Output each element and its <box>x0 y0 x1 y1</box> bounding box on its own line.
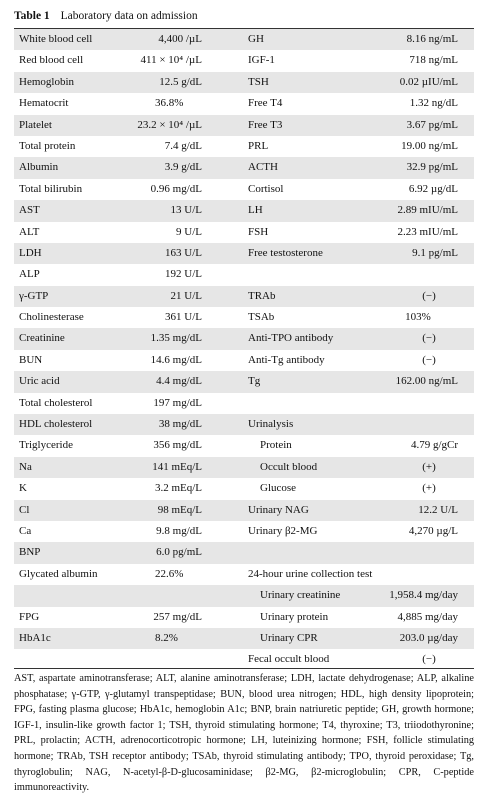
table-row <box>14 115 474 136</box>
right-test-name: Anti-TPO antibody <box>248 332 334 345</box>
right-test-name: Protein <box>260 439 292 452</box>
left-test-name: Total protein <box>19 139 76 152</box>
left-test-name: Cl <box>19 503 30 516</box>
left-test-value: 0.96 mg/dL <box>150 182 202 195</box>
left-test-value: 4.4 mg/dL <box>156 375 202 388</box>
right-test-name: Free testosterone <box>248 246 323 259</box>
table-caption-label: Table 1 <box>14 10 50 22</box>
table-row <box>14 350 474 371</box>
left-test-value: 13 U/L <box>170 204 202 217</box>
table-row <box>14 200 474 221</box>
right-test-value: (−) <box>422 353 436 366</box>
table-row <box>14 607 474 628</box>
right-test-value: 1.32 ng/dL <box>409 97 458 110</box>
left-test-value: 356 mg/dL <box>153 439 202 452</box>
right-test-name: Glucose <box>260 482 297 495</box>
right-test-name: Fecal occult blood <box>248 653 330 666</box>
left-test-value: 361 U/L <box>165 311 202 324</box>
right-test-value: 718 ng/mL <box>409 54 458 67</box>
left-test-value: 98 mEq/L <box>157 503 202 516</box>
right-test-value: 8.16 ng/mL <box>406 33 458 45</box>
left-test-name: Glycated albumin <box>19 567 98 580</box>
table-row <box>14 564 474 585</box>
table-row <box>14 157 474 178</box>
right-test-name: 24-hour urine collection test <box>248 567 373 580</box>
left-test-name: BNP <box>19 546 41 559</box>
table-row <box>14 521 474 542</box>
left-test-value: 192 U/L <box>165 268 202 281</box>
right-test-name: TSAb <box>248 311 275 324</box>
left-test-value: 14.6 mg/dL <box>150 353 202 366</box>
left-test-name: ALT <box>19 225 40 238</box>
right-test-value: 19.00 ng/mL <box>401 139 458 152</box>
right-test-name: GH <box>248 33 264 45</box>
right-test-name: FSH <box>248 225 269 238</box>
left-test-value: 197 mg/dL <box>153 396 202 409</box>
right-test-value: 2.23 mIU/mL <box>397 225 458 238</box>
right-test-value: (−) <box>422 653 436 666</box>
right-test-name: Anti-Tg antibody <box>248 353 325 366</box>
right-test-name: Urinary protein <box>260 610 329 623</box>
table-row <box>14 222 474 243</box>
table-row <box>14 307 474 328</box>
left-test-value: 22.6% <box>155 567 184 580</box>
table-row <box>14 93 474 114</box>
right-test-name: Free T3 <box>248 118 283 131</box>
table-row <box>14 371 474 392</box>
table-row <box>14 542 474 563</box>
table-caption <box>14 10 198 22</box>
table-row <box>14 72 474 93</box>
table-row <box>14 414 474 435</box>
right-test-value: 12.2 U/L <box>418 503 458 516</box>
left-test-name: γ-GTP <box>19 289 49 302</box>
right-test-value: 162.00 ng/mL <box>395 375 458 388</box>
right-test-value: 4,270 µg/L <box>408 524 458 537</box>
left-test-value: 12.5 g/dL <box>159 75 202 88</box>
right-test-value: 6.92 µg/dL <box>408 182 458 195</box>
right-test-value: 4.79 g/gCr <box>410 439 458 452</box>
left-test-value: 141 mEq/L <box>152 460 202 473</box>
table-row <box>14 435 474 456</box>
left-test-name: White blood cell <box>19 33 93 45</box>
right-test-value: 1,958.4 mg/day <box>389 589 458 602</box>
left-test-name: Albumin <box>19 161 59 174</box>
table-row <box>14 500 474 521</box>
laboratory-data-table <box>14 28 474 671</box>
left-test-value: 3.9 g/dL <box>164 161 202 174</box>
table-row <box>14 29 474 50</box>
right-test-name: Urinary CPR <box>260 631 318 644</box>
left-test-name: Cholinesterase <box>19 311 84 324</box>
left-test-name: Platelet <box>19 118 52 131</box>
right-test-name: Urinary NAG <box>248 503 309 516</box>
left-test-name: Total bilirubin <box>19 182 83 195</box>
left-test-name: Na <box>19 460 32 473</box>
right-test-name: PRL <box>248 139 269 152</box>
right-test-name: Urinary β2-MG <box>248 524 318 537</box>
left-test-value: 4,400 /µL <box>158 33 202 45</box>
left-test-name: FPG <box>19 610 40 623</box>
right-test-value: (−) <box>422 332 436 345</box>
left-test-value: 23.2 × 10⁴ /µL <box>137 118 202 131</box>
left-test-name: Hematocrit <box>19 97 69 110</box>
left-test-value: 21 U/L <box>170 289 202 302</box>
table-caption-text: Laboratory data on admission <box>60 10 198 22</box>
right-test-name: Urinalysis <box>248 418 294 431</box>
right-test-value: 203.0 µg/day <box>399 631 458 644</box>
table-row <box>14 264 474 285</box>
table-bottom-rule <box>14 668 474 669</box>
table-row <box>14 136 474 157</box>
right-test-value: 2.89 mIU/mL <box>397 204 458 217</box>
table-row <box>14 478 474 499</box>
table-row <box>14 328 474 349</box>
left-test-name: Total cholesterol <box>19 396 93 409</box>
left-test-name: Red blood cell <box>19 54 84 67</box>
left-test-value: 8.2% <box>155 631 178 644</box>
left-test-value: 6.0 pg/mL <box>156 546 202 559</box>
left-test-name: BUN <box>19 353 43 366</box>
left-test-value: 38 mg/dL <box>158 418 202 431</box>
right-test-name: Urinary creatinine <box>260 589 341 602</box>
left-test-name: Ca <box>19 524 32 537</box>
right-test-value: 103% <box>405 311 431 324</box>
left-test-name: AST <box>19 204 40 217</box>
right-test-value: (−) <box>422 289 436 302</box>
left-test-name: K <box>19 482 27 495</box>
left-test-name: Triglyceride <box>19 439 73 452</box>
left-test-value: 1.35 mg/dL <box>150 332 202 345</box>
right-test-name: ACTH <box>248 161 278 174</box>
table-row <box>14 628 474 649</box>
left-test-name: Uric acid <box>19 375 60 388</box>
left-test-name: LDH <box>19 246 42 259</box>
right-test-value: 3.67 pg/mL <box>406 118 458 131</box>
right-test-value: 0.02 µIU/mL <box>399 75 458 88</box>
left-test-value: 3.2 mEq/L <box>154 482 202 495</box>
left-test-name: HDL cholesterol <box>19 418 93 431</box>
right-test-name: Tg <box>248 375 261 388</box>
right-test-name: Occult blood <box>260 460 318 473</box>
right-test-name: Free T4 <box>248 97 283 110</box>
left-test-value: 9 U/L <box>176 225 202 238</box>
left-test-value: 257 mg/dL <box>153 610 202 623</box>
table-row <box>14 585 474 606</box>
right-test-value: 4,885 mg/day <box>397 610 458 623</box>
right-test-name: TRAb <box>248 289 276 302</box>
table-row <box>14 50 474 71</box>
table-row <box>14 179 474 200</box>
table-row <box>14 457 474 478</box>
left-test-name: HbA1c <box>19 631 51 644</box>
right-test-value: (+) <box>422 460 436 473</box>
left-test-name: Hemoglobin <box>19 75 74 88</box>
right-test-name: Cortisol <box>248 182 284 195</box>
left-test-value: 163 U/L <box>165 246 202 259</box>
table-row <box>14 243 474 264</box>
right-test-value: 32.9 pg/mL <box>406 161 458 174</box>
left-test-value: 36.8% <box>155 97 184 110</box>
left-test-value: 9.8 mg/dL <box>156 524 202 537</box>
table-footnote: AST, aspartate aminotransferase; ALT, alanine aminotransferase; LDH, lactate dehydrogenase; ALP, alkaline phosphatase; γ-GTP, γ-glutamyl transpeptidase; BUN, blood urea nitrogen; HDL, high density lipoprotein; FPG, fasting plasma glucose; HbA1c, hemoglobin A1c; BNP, brain natriuretic peptide; GH, growth hormone; IGF-1, insulin-like growth factor 1; TSH, thyroid stimulating hormone; T4, thyroxine; T3, triiodothyronine; PRL, prolactin; ACTH, adrenocorticotropic hormone; LH, luteinizing hormone; FSH, follicle stimulating hormone; TRAb, TSH receptor antibody; TSAb, thyroid stimulating antibody; TPO, thyroid peroxidase; Tg, thyroglobulin; NAG, N-acetyl-β-D-glucosaminidase; β2-MG, β2-microglobulin; CPR, C-peptide immunoreactivity. <box>14 673 474 794</box>
right-test-name: IGF-1 <box>248 54 275 67</box>
left-test-value: 7.4 g/dL <box>164 139 202 152</box>
left-test-value: 411 × 10⁴ /µL <box>140 54 202 67</box>
right-test-value: 9.1 pg/mL <box>412 246 458 259</box>
right-test-value: (+) <box>422 482 436 495</box>
table-row <box>14 393 474 414</box>
left-test-name: Creatinine <box>19 332 65 345</box>
table-row <box>14 286 474 307</box>
right-test-name: LH <box>248 204 263 217</box>
right-test-name: TSH <box>248 75 269 88</box>
left-test-name: ALP <box>19 268 40 281</box>
